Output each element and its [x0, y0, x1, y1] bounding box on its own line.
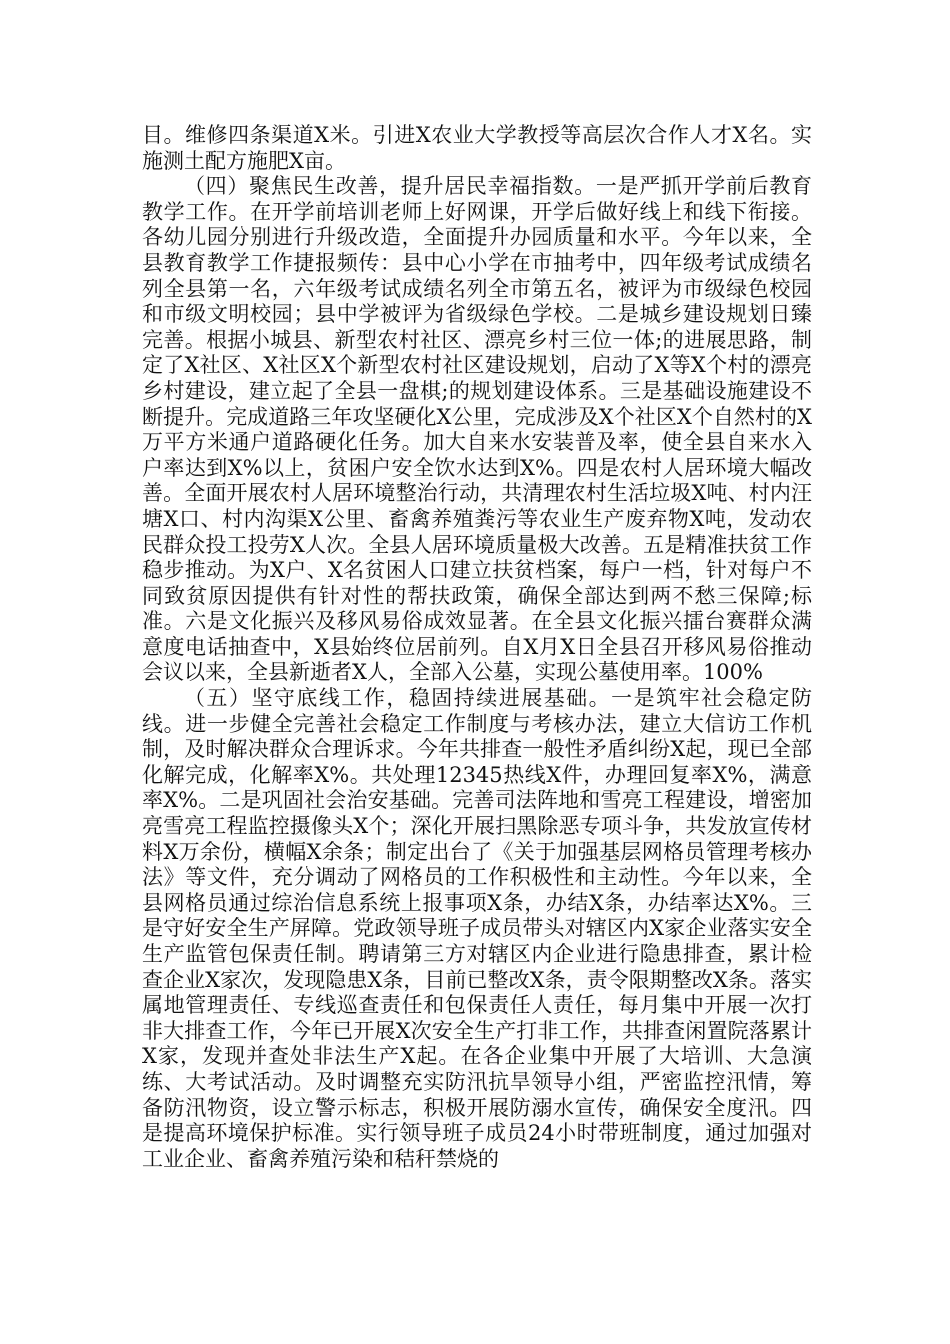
document-body — [142, 123, 812, 1172]
paragraph-section-five: （五）坚守底线工作，稳固持续进展基础。一是筑牢社会稳定防线。进一步健全完善社会稳定工作制度与考核办法，建立大信访工作机制，及时解决群众合理诉求。今年共排查一般性矛盾纠纷X起，现已全部化解完成，化解率X%。共处理12345热线X件，办理回复率X%，满意率X%。二是巩固社会治安基础。完善司法阵地和雪亮工程建设，增密加亮雪亮工程监控摄像头X个；深化开展扫黑除恶专项斗争，共发放宣传材料X万余份，横幅X余条；制定出台了《关于加强基层网格员管理考核办法》等文件，充分调动了网格员的工作积极性和主动性。今年以来，全县网格员通过综治信息系统上报事项X条，办结X条，办结率达X%。三是守好安全生产屏障。党政领导班子成员带头对辖区内X家企业落实安全生产监管包保责任制。聘请第三方对辖区内企业进行隐患排查，累计检查企业X家次，发现隐患X条，目前已整改X条，责令限期整改X条。落实属地管理责任、专线巡查责任和包保责任人责任，每月集中开展一次打非大排查工作，今年已开展X次安全生产打非工作，共排查闲置院落累计X家，发现并查处非法生产X起。在各企业集中开展了大培训、大急演练、大考试活动。及时调整充实防汛抗旱领导小组，严密监控汛情，筹备防汛物资，设立警示标志，积极开展防溺水宣传，确保安全度汛。四是提高环境保护标准。实行领导班子成员24小时带班制度，通过加强对工业企业、畜禽养殖污染和秸秆禁烧的 — [142, 686, 812, 1171]
paragraph-section-four: （四）聚焦民生改善，提升居民幸福指数。一是严抓开学前后教育教学工作。在开学前培训老师上好网课，开学后做好线上和线下衔接。各幼儿园分别进行升级改造，全面提升办园质量和水平。今年以来，全县教育教学工作捷报频传：县中心小学在市抽考中，四年级考试成绩名列全县第一名，六年级考试成绩名列全市第五名，被评为市级绿色校园和市级文明校园；县中学被评为省级绿色学校。二是城乡建设规划日臻完善。根据小城县、新型农村社区、漂亮乡村三位一体;的进展思路，制定了X社区、X社区X个新型农村社区建设规划，启动了X等X个村的漂亮乡村建设，建立起了全县一盘棋;的规划建设体系。三是基础设施建设不断提升。完成道路三年攻坚硬化X公里，完成涉及X个社区X个自然村的X万平方米通户道路硬化任务。加大自来水安装普及率，使全县自来水入户率达到X%以上，贫困户安全饮水达到X%。四是农村人居环境大幅改善。全面开展农村人居环境整治行动，共清理农村生活垃圾X吨、村内汪塘X口、村内沟渠X公里、畜禽养殖粪污等农业生产废弃物X吨，发动农民群众投工投劳X人次。全县人居环境质量极大改善。五是精准扶贫工作稳步推动。为X户、X名贫困人口建立扶贫档案，每户一档，针对每户不同致贫原因提供有针对性的帮扶政策，确保全部达到两不愁三保障;标准。六是文化振兴及移风易俗成效显著。在全县文化振兴擂台赛群众满意度电话抽查中，X县始终位居前列。自X月X日全县召开移风易俗推动会议以来，全县新逝者X人，全部入公墓，实现公墓使用率。100% — [142, 174, 812, 685]
paragraph-continuation: 目。维修四条渠道X米。引进X农业大学教授等高层次合作人才X名。实施测土配方施肥X亩。 — [142, 123, 812, 173]
